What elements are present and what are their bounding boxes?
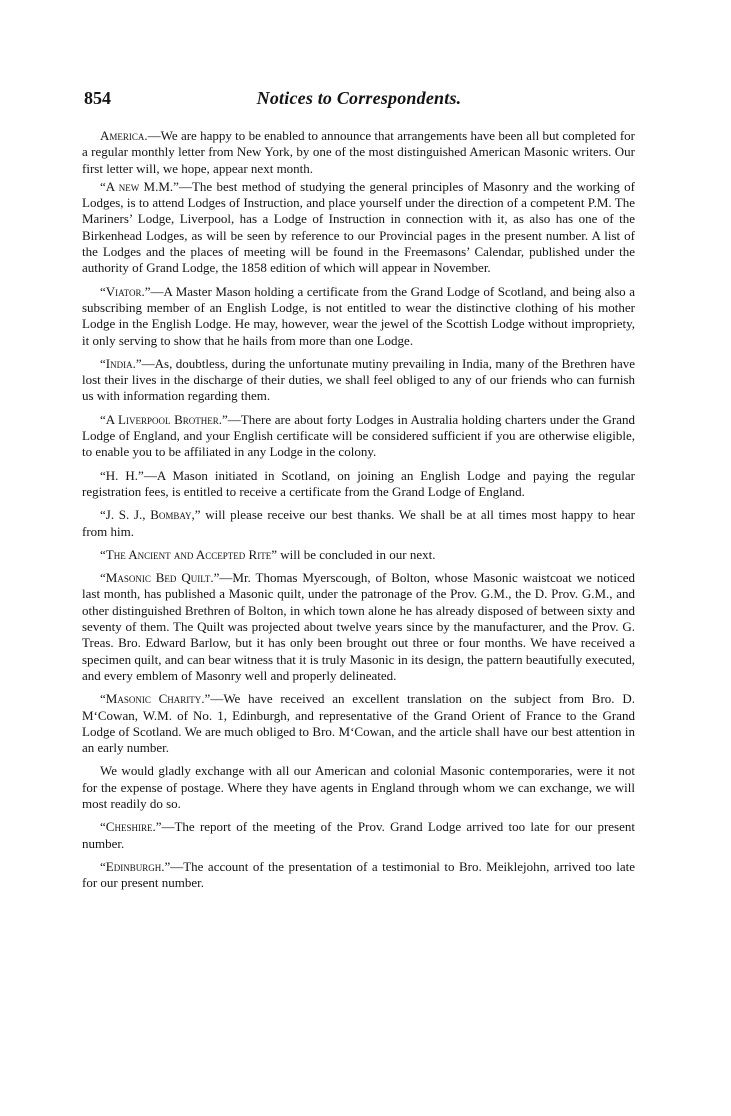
- notice-new-mm: [82, 179, 635, 277]
- notice-text: We would gladly exchange with all our American and colonial Masonic contemporaries, were it not for the expense of postage. Where they have agents in England through whom we can exchange, we will most readily do so.: [82, 763, 635, 811]
- notice-heading: “J. S. J., Bombay,”: [100, 507, 201, 523]
- notice-text: —The account of the presentation of a testimonial to Bro. Meiklejohn, arrived too late for our present number.: [82, 858, 635, 891]
- notice-cheshire: [82, 819, 635, 852]
- notice-heading: “Cheshire.”: [100, 819, 162, 835]
- notice-heading: “Masonic Bed Quilt.”: [100, 570, 220, 586]
- notice-text: will be concluded in our next.: [276, 546, 436, 562]
- notice-text: will please receive our best thanks. We shall be at all times most happy to hear from him.: [82, 507, 635, 539]
- notice-exchange: [82, 763, 635, 812]
- page-number: 854: [84, 88, 111, 108]
- notice-heading: America.: [100, 128, 148, 143]
- notice-text: —There are about forty Lodges in Australia holding charters under the Grand Lodge of England, and your English certificate will be considered sufficient if you are otherwise eligible, to enable you to be affiliated in any Lodge in the colony.: [82, 411, 635, 460]
- notice-hh: [82, 468, 635, 501]
- notice-heading: “Viator.”: [100, 283, 151, 299]
- notice-heading: “The Ancient and Accepted Rite”: [100, 546, 277, 562]
- notice-text: —The report of the meeting of the Prov. Grand Lodge arrived too late for our present number.: [82, 819, 635, 851]
- notice-text: —Mr. Thomas Myerscough, of Bolton, whose Masonic waistcoat we noticed last month, has published a Masonic quilt, under the patronage of the Prov. G.M., the D. Prov. G.M., and other distinguished Brethren of Bolton, in which town alone he has already disposed of between sixty and seventy of them. The Quilt was projected about twelve years since by the manufacturer, and the Prov. G. Treas. Bro. Edward Barlow, but it has only been brought out three or four months. We have received a specimen quilt, and can bear witness that it is truly Masonic in its design, the pattern beautifully executed, and every emblem of Masonry well and properly delineated.: [82, 570, 635, 683]
- running-title: Notices to Correspondents.: [256, 88, 462, 108]
- notice-india: [82, 356, 635, 405]
- notice-heading: “Edinburgh.”: [100, 858, 171, 874]
- notice-liverpool-brother: [82, 412, 635, 461]
- notice-viator: [82, 284, 635, 349]
- notice-heading: “Masonic Charity.”: [100, 691, 211, 707]
- notice-heading: “India.”: [100, 355, 142, 371]
- notice-jsj: [82, 507, 635, 540]
- notice-text: —As, doubtless, during the unfortunate mutiny prevailing in India, many of the Brethren have lost their lives in the discharge of their duties, we shall feel obliged to any of our friends who can furnish us with information regarding them.: [82, 355, 635, 404]
- notice-america: [82, 128, 635, 177]
- notice-heading: “A Liverpool Brother.”: [100, 411, 228, 427]
- notice-ancient-rite: [82, 547, 635, 563]
- notice-text: —We have received an excellent translation on the subject from Bro. D. M‘Cowan, W.M. of No. 1, Edinburgh, and representative of the Grand Orient of France to the Grand Lodge of Scotland. We are much obliged to Bro. M‘Cowan, and the article shall have our best attention in an early number.: [82, 691, 635, 756]
- notice-text: —A Mason initiated in Scotland, on joining an English Lodge and paying the regular registration fees, is entitled to receive a certificate from the Grand Lodge of England.: [82, 467, 635, 499]
- notices-body: [82, 128, 635, 898]
- notice-bed-quilt: [82, 570, 635, 684]
- notice-text: —The best method of studying the general principles of Masonry and the working of Lodges, is to attend Lodges of Instruction, and place yourself under the direction of a competent P.M. The Mariners’ Lodge, Liverpool, has a Lodge of Instruction in connection with it, as also has one of the Birkenhead Lodges, as will be seen by reference to our Provincial pages in the present number. A list of the Lodges and the places of meeting will be found in the Freemasons’ Calendar, published under the authority of Grand Lodge, the 1858 edition of which will appear in November.: [82, 178, 635, 276]
- notice-charity: [82, 691, 635, 756]
- notice-heading: “H. H.”: [100, 467, 144, 483]
- notice-heading: “A new M.M.”: [100, 178, 179, 194]
- notice-text: —We are happy to be enabled to announce that arrangements have been all but completed for a regular monthly letter from New York, by one of the most distinguished American Masonic writers. Our first letter will, we hope, appear next month.: [82, 128, 635, 176]
- page-header: [84, 88, 634, 112]
- notice-edinburgh: [82, 859, 635, 892]
- notice-text: —A Master Mason holding a certificate from the Grand Lodge of Scotland, and being also a subscribing member of an English Lodge, is not entitled to wear the distinctive clothing of his mother Lodge in the English Lodge. He may, however, wear the jewel of the Scottish Lodge without impropriety, it only serving to show that he hails from more than one Lodge.: [82, 283, 635, 348]
